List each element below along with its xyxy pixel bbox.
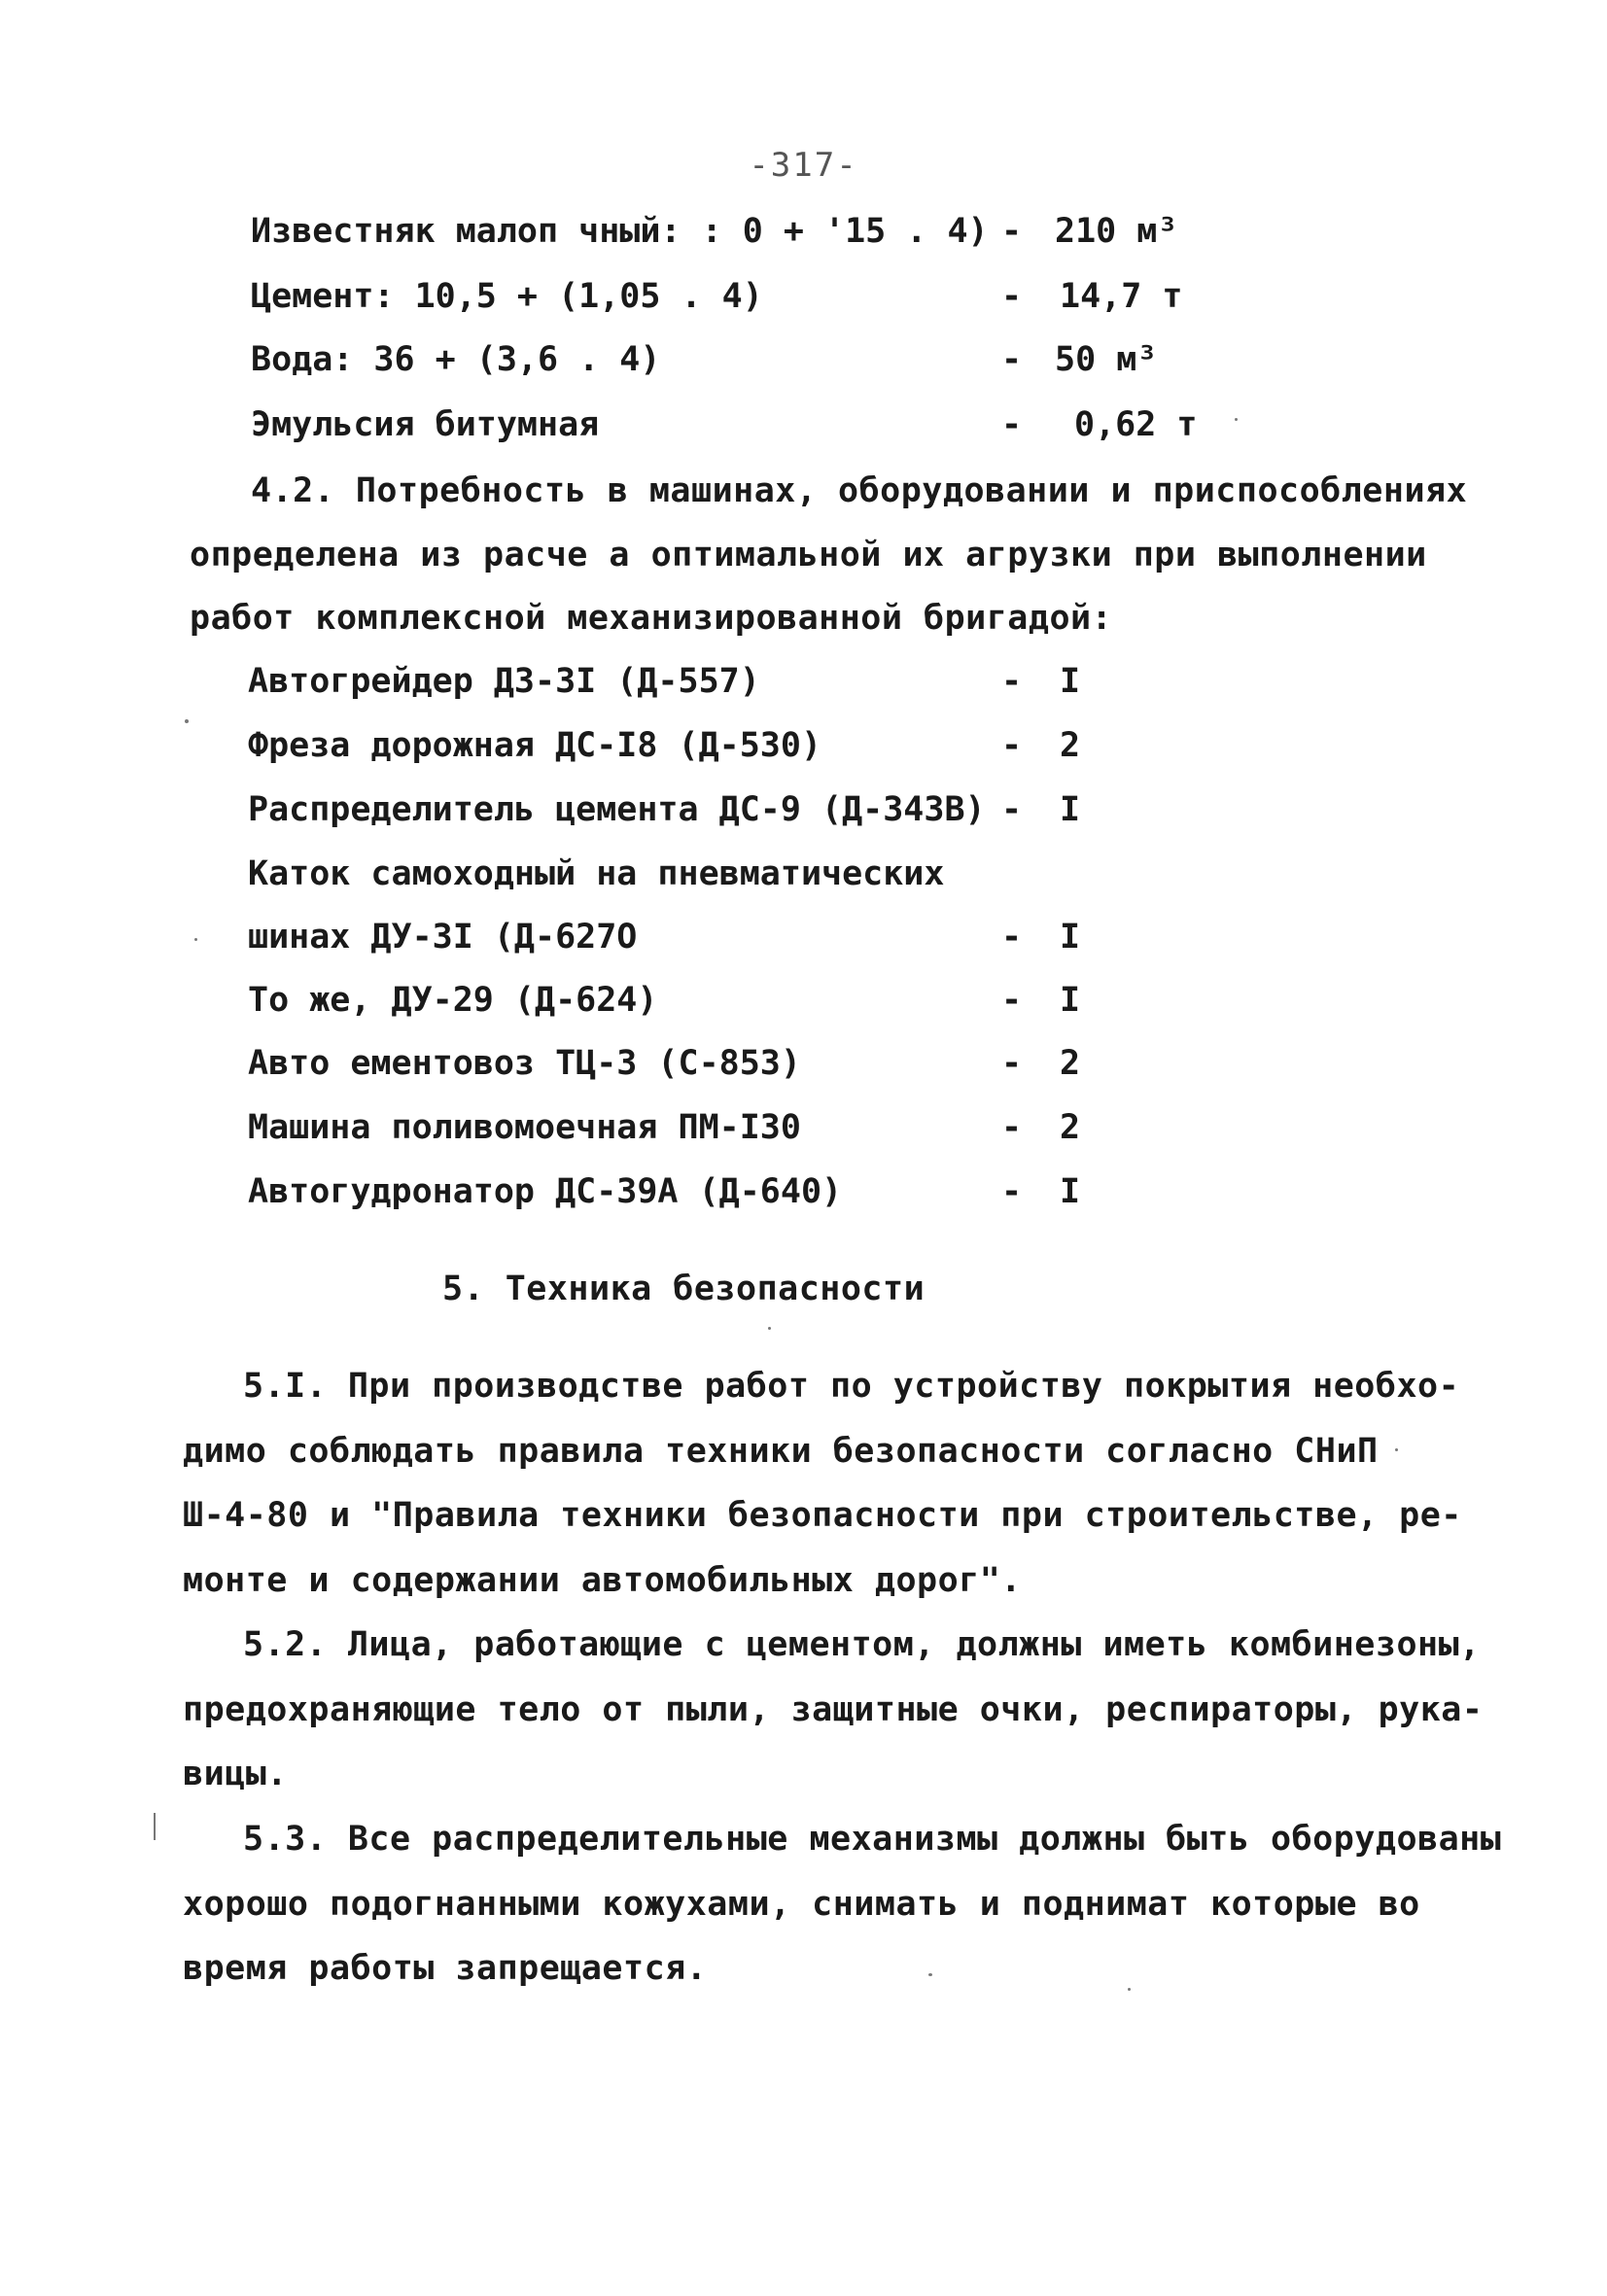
paragraph-line: предохраняющие тело от пыли, защитные очки, респираторы, рука- [183,1690,1484,1729]
machine-name: Машина поливомоечная ПМ-I30 [248,1108,801,1147]
machine-quantity: I [1060,981,1081,1020]
material-name: Известняк малоп чный: : 0 + '15 . 4) [251,212,989,251]
paragraph-line: 5.3. Все распределительные механизмы должны быть оборудованы [243,1820,1502,1859]
scan-speck [1395,1448,1398,1451]
machine-dash: - [1001,981,1023,1020]
material-dash: - [1001,405,1023,444]
machine-dash: - [1001,790,1023,829]
material-value: 210 м³ [1055,212,1178,251]
machine-quantity: I [1060,790,1081,829]
machine-name: Распределитель цемента ДС-9 (Д-343В) [248,790,986,829]
paragraph-line: работ комплексной механизированной бригадой: [190,599,1113,638]
machine-dash: - [1001,1044,1023,1083]
machine-name: Авто ементовоз ТЦ-3 (С-853) [248,1044,801,1083]
paragraph-line: вицы. [183,1755,288,1793]
material-value: 14,7 т [1060,277,1183,316]
scan-speck [768,1327,771,1330]
machine-dash: - [1001,726,1023,765]
material-name: Вода: 36 + (3,6 . 4) [251,340,661,379]
paragraph-line: 5.I. При производстве работ по устройству покрытия необхо- [243,1367,1460,1406]
machine-name: Каток самоходный на пневматических [248,854,945,893]
paragraph-line: Ш-4-80 и "Правила техники безопасности при строительстве, ре- [183,1496,1462,1535]
paragraph-line: 4.2. Потребность в машинах, оборудовании и приспособлениях [251,471,1468,510]
paragraph-line: время работы запрещается. [183,1949,708,1988]
scan-speck [194,938,197,941]
material-name: Цемент: 10,5 + (1,05 . 4) [251,277,763,316]
material-dash: - [1001,212,1023,251]
scan-speck [1235,418,1238,421]
paragraph-line: димо соблюдать правила техники безопасности согласно СНиП [183,1432,1379,1471]
machine-name: шинах ДУ-3I (Д-627О [248,918,638,957]
machine-quantity: I [1060,918,1081,957]
machine-name: Автогрейдер ДЗ-3I (Д-557) [248,662,760,701]
material-name: Эмульсия битумная [251,405,600,444]
material-value: 50 м³ [1055,340,1158,379]
machine-dash: - [1001,662,1023,701]
material-dash: - [1001,277,1023,316]
machine-dash: - [1001,918,1023,957]
material-dash: - [1001,340,1023,379]
machine-quantity: I [1060,662,1081,701]
scan-speck [154,1813,156,1840]
paragraph-line: монте и содержании автомобильных дорог". [183,1561,1022,1600]
machine-dash: - [1001,1108,1023,1147]
paragraph-line: хорошо подогнанными кожухами, снимать и поднимат которые во [183,1885,1420,1924]
material-value: 0,62 т [1074,405,1198,444]
machine-quantity: 2 [1060,1044,1081,1083]
section-heading: 5. Техника безопасности [442,1270,926,1308]
machine-dash: - [1001,1172,1023,1211]
machine-quantity: 2 [1060,726,1081,765]
machine-quantity: I [1060,1172,1081,1211]
scan-speck [185,719,189,723]
page-number: -317- [749,146,858,185]
paragraph-line: определена из расче а оптимальной их агрузки при выполнении [190,536,1427,574]
machine-name: То же, ДУ-29 (Д-624) [248,981,658,1020]
scan-speck [928,1973,932,1976]
machine-name: Фреза дорожная ДС-I8 (Д-530) [248,726,822,765]
paragraph-line: 5.2. Лица, работающие с цементом, должны иметь комбинезоны, [243,1625,1481,1664]
machine-name: Автогудронатор ДС-39А (Д-640) [248,1172,843,1211]
machine-quantity: 2 [1060,1108,1081,1147]
scan-speck [1128,1988,1131,1991]
